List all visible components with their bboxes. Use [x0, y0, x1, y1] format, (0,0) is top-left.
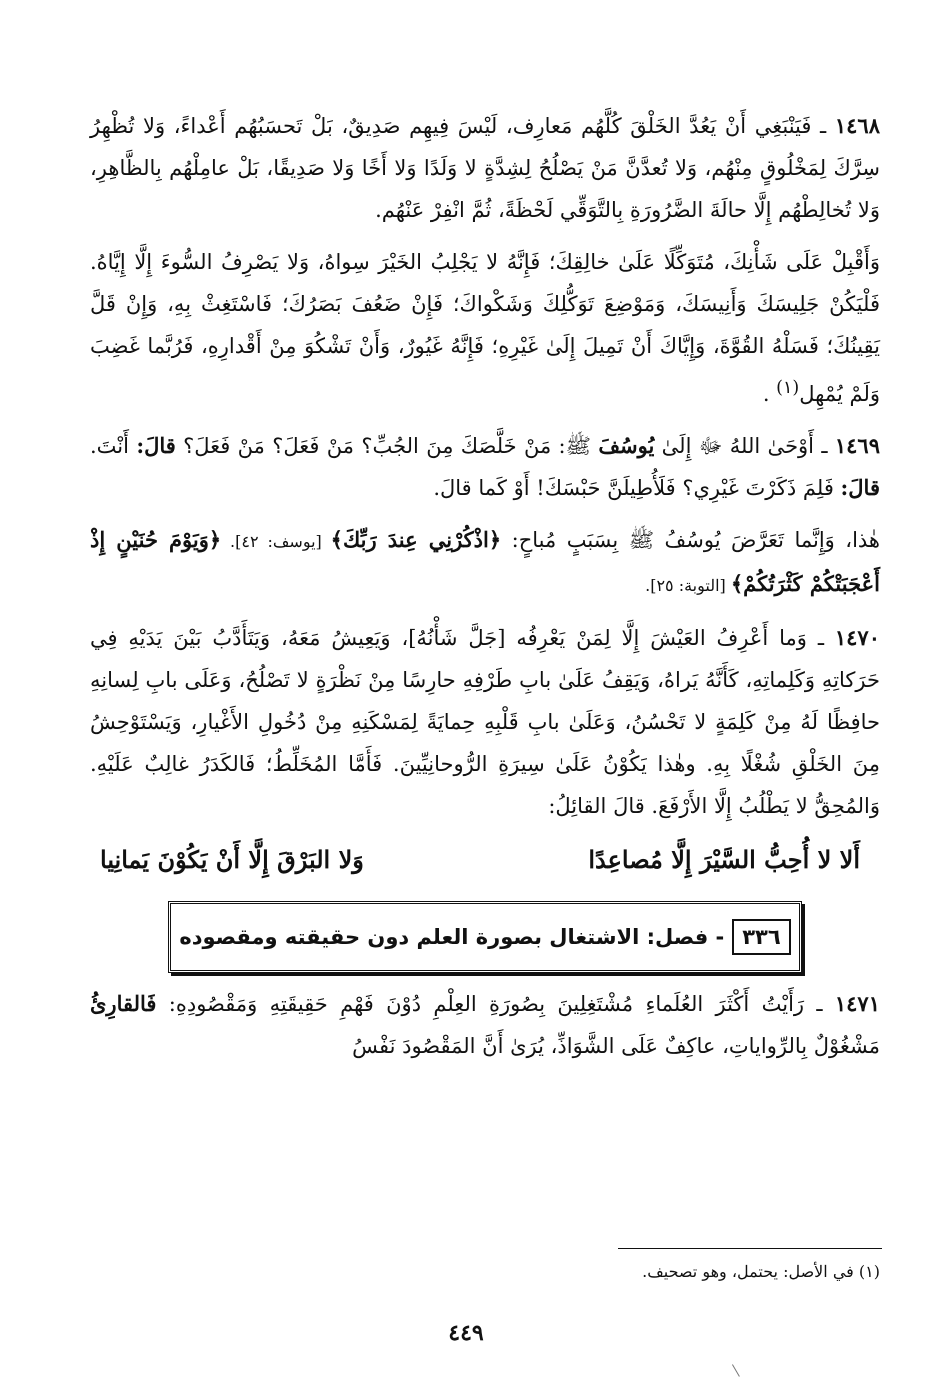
paragraph-1470 [90, 617, 880, 827]
paragraph-text: وَأَقْبِلْ عَلَى شَأْنِكَ، مُتَوَكِّلًا عَلَىٰ خالِقِكَ؛ فَإِنَّهُ لا يَجْلِبُ الخَيْرَ سِواهُ، وَلا يَصْرِفُ السُّوءَ إِلَّا إِيَّاهُ. فَلْيَكُنْ جَلِيسَكَ وَأَنِيسَكَ، وَمَوْضِعَ تَوَكُّلِكَ وَشَكْواكَ؛ فَإِنْ ضَعُفَ بَصَرُكَ؛ فَاسْتَغِثْ بِهِ، وَإِنْ قَلَّ يَقِينُكَ؛ فَسَلْهُ القُوَّةَ، وَإِيَّاكَ أَنْ تَمِيلَ إِلَىٰ غَيْرِهِ؛ فَإِنَّهُ غَيُورٌ، وَأَنْ تَشْكُوَ مِنْ أَقْدارِهِ، فَرُبَّما غَضِبَ وَلَمْ يُمْهِل [90, 250, 880, 406]
footnote: (١) في الأصل: يحتمل، وهو تصحيف. [642, 1262, 880, 1281]
paragraph-text: مَشْغُوْلٌ بِالرِّواياتِ، عاكِفٌ عَلَى الشَّوَاذِّ، يُرَىٰ أَنَّ المَقْصُودَ نَفْسُ [352, 1034, 880, 1058]
footnote-marker[interactable]: (١) [776, 378, 800, 398]
poem-hemistich-right: أَلا لا أُحِبُّ السَّيْرَ إِلَّا مُصاعِدًا [588, 845, 860, 874]
section-title: - فصل: الاشتغال بصورة العلم دون حقيقته ومقصوده [179, 925, 725, 949]
paragraph-text: ـ وَما أَعْرِفُ العَيْشَ إِلَّا لِمَنْ يَعْرِفُه [جَلَّ شَأْنُهُ]، وَيَعِيشُ مَعَهُ، وَيَتَأَدَّبُ بَيْنَ يَدَيْهِ فِي حَرَكاتِهِ وَكَلِماتِهِ، كَأَنَّهُ يَراهُ، وَيَقِفُ عَلَىٰ بابِ طَرْفِهِ حارِسًا مِنْ نَظْرَةٍ لا تَصْلُحُ، وَعَلَى بابِ لِسانِهِ حافِظًا لَهُ مِنْ كَلِمَةٍ لا تَحْسُنُ، وَعَلَىٰ بابِ قَلْبِهِ حِمايَةً لِمَسْكَنِهِ مِنْ دُخُولِ الأَغْيارِ، وَيَسْتَوْحِشُ مِنَ الخَلْقِ شُغْلًا بِهِ. وهٰذا يَكُوْنُ عَلَىٰ سِيرَةِ الرُّوحانِيِّينَ. فَأَمَّا المُخَلِّطُ؛ فَالكَدَرُ غالِبٌ عَلَيْهِ. وَالمُحِقُّ لا يَطْلُبُ إِلَّا الأَرْفَعَ. قالَ القائِلُ: [90, 626, 880, 818]
paragraph-text: هٰذا، وَإِنَّما تَعَرَّضَ يُوسُفُ ﷺ بِسَبَبٍ مُباحٍ: [501, 528, 880, 552]
paragraph-text: ـ فَيَنْبَغِي أَنْ يَعُدَّ الخَلْقَ كُلَّهُم مَعارِف، لَيْسَ فِيهِم صَدِيقٌ، بَلْ تَحسَبُهُم أَعْداءً، وَلا تُظْهِرُ سِرَّكَ لِمَخْلُوقٍ مِنْهُم، وَلا تُعدَّنَّ مَنْ يَصْلُحُ لِشِدَّةٍ لا وَلَدًا وَلا أَخًا وَلا صَدِيقًا، بَلْ عامِلْهُم بِالظَّاهِرِ، وَلا تُخالِطْهُم إِلَّا حالَةَ الضَّرُورَةِ بِالتَّوَقِّي لَحْظَةً، ثُمَّ انْفِرْ عَنْهُم. [90, 114, 880, 222]
quran-reference: [يوسف: ٤٢]. [221, 532, 331, 551]
qala-label: قالَ: [840, 475, 880, 500]
poem-hemistich-left: وَلا البَرْقَ إِلَّا أَنْ يَكُوْنَ يَمانِيا [100, 845, 364, 874]
paragraph-text: ـ أَوْحَىٰ اللهُ ﷻ إِلَىٰ [654, 434, 828, 458]
paragraph-end: . [762, 382, 777, 406]
section-number: ٣٣٦ [732, 919, 790, 955]
paragraph-text: ﷺ: مَنْ خَلَّصَكَ مِنَ الجُبِّ؟ مَنْ فَعَلَ؟ مَنْ فَعَلَ؟ [175, 434, 599, 458]
qala-label: قالَ: [136, 433, 176, 458]
paragraph-1468 [90, 105, 880, 231]
keyword-qari: فَالقارِئُ [90, 991, 157, 1016]
paragraph-1469 [90, 425, 880, 509]
paragraph-1471 [90, 983, 880, 1067]
quran-reference: [التوبة: ٢٥]. [645, 576, 731, 595]
page-number: ٤٤٩ [448, 1320, 484, 1346]
scan-mark [732, 1361, 745, 1377]
poem-verse [100, 837, 860, 883]
paragraph-text: فَلِمَ ذَكَرْتَ غَيْرِي؟ فَلَأُطِيلَنَّ حَبْسَكَ! أَوْ كَما قالَ. [433, 476, 841, 500]
quran-quote: ﴿وَيَوْمَ حُنَيْنٍ إِذْ أَعْجَبَتْكُمْ كَثْرَتُكُمْ﴾ [90, 527, 880, 596]
paragraph-number: ١٤٦٨ [834, 113, 880, 138]
section-heading [168, 901, 802, 973]
quran-quote: ﴿اذْكُرْنِي عِندَ رَبِّكَ﴾ [330, 527, 502, 552]
paragraph-1469-commentary [90, 519, 880, 607]
prophet-name: يُوسُفَ [598, 433, 655, 458]
paragraph-number: ١٤٦٩ [834, 433, 880, 458]
footnote-divider [618, 1248, 882, 1249]
paragraph-number: ١٤٧١ [834, 991, 880, 1016]
page-body [90, 105, 880, 1077]
paragraph-text: أَنْتَ. [90, 434, 137, 458]
paragraph-1468-continued [90, 241, 880, 415]
paragraph-number: ١٤٧٠ [834, 625, 880, 650]
paragraph-text: ـ رَأَيْتُ أَكْثَرَ العُلَماءِ مُشْتَغِلِينَ بِصُورَةِ العِلْمِ دُوْنَ فَهْمِ حَقِيقَتِهِ وَمَقْصُودِهِ: [156, 992, 823, 1016]
